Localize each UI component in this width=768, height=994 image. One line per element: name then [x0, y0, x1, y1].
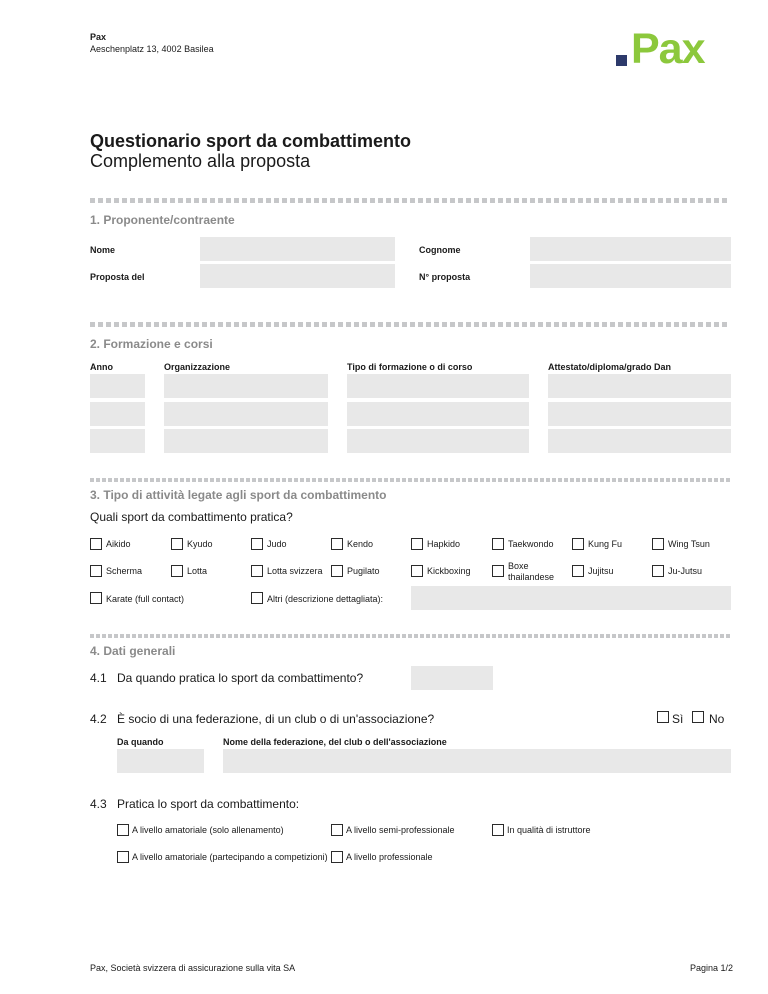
- attestato-field[interactable]: [548, 429, 731, 453]
- label-professionale: A livello professionale: [346, 852, 433, 862]
- checkbox-judo[interactable]: [251, 538, 263, 550]
- checkbox-boxe-thailandese[interactable]: [492, 565, 504, 577]
- q43-text: Pratica lo sport da combattimento:: [117, 797, 300, 811]
- col-anno: Anno: [90, 362, 113, 372]
- col-da-quando: Da quando: [117, 737, 164, 747]
- section1-title: 1. Proponente/contraente: [90, 213, 235, 227]
- da-quando-pratica-field[interactable]: [411, 666, 493, 690]
- page-subtitle: Complemento alla proposta: [90, 151, 311, 171]
- checkbox-si[interactable]: [657, 711, 669, 723]
- checkbox-jujitsu[interactable]: [572, 565, 584, 577]
- da-quando-socio-field[interactable]: [117, 749, 204, 773]
- section3-question: Quali sport da combattimento pratica?: [90, 510, 293, 524]
- section-divider: [90, 634, 730, 638]
- label-taekwondo: Taekwondo: [508, 539, 554, 549]
- anno-field[interactable]: [90, 374, 145, 398]
- label-amatoriale-allenamento: A livello amatoriale (solo allenamento): [132, 825, 284, 835]
- nome-label: Nome: [90, 245, 116, 255]
- q42-text: È socio di una federazione, di un club o di un'associazione?: [117, 712, 435, 726]
- company-name: Pax: [90, 32, 107, 42]
- section3-title: 3. Tipo di attività legate agli sport da combattimento: [90, 488, 387, 502]
- checkbox-karate[interactable]: [90, 592, 102, 604]
- checkbox-istruttore[interactable]: [492, 824, 504, 836]
- checkbox-amatoriale-allenamento[interactable]: [117, 824, 129, 836]
- label-si: Sì: [672, 712, 684, 726]
- anno-field[interactable]: [90, 402, 145, 426]
- altri-description-field[interactable]: [411, 586, 731, 610]
- checkbox-lotta-svizzera[interactable]: [251, 565, 263, 577]
- company-address: Aeschenplatz 13, 4002 Basilea: [90, 44, 214, 54]
- label-wing-tsun: Wing Tsun: [668, 539, 710, 549]
- attestato-field[interactable]: [548, 374, 731, 398]
- label-amatoriale-competizioni: A livello amatoriale (partecipando a competizioni): [132, 852, 328, 862]
- checkbox-kickboxing[interactable]: [411, 565, 423, 577]
- checkbox-no[interactable]: [692, 711, 704, 723]
- label-scherma: Scherma: [106, 566, 143, 576]
- checkbox-semi-professionale[interactable]: [331, 824, 343, 836]
- label-aikido: Aikido: [106, 539, 131, 549]
- checkbox-wing-tsun[interactable]: [652, 538, 664, 550]
- nome-federazione-field[interactable]: [223, 749, 731, 773]
- label-kung-fu: Kung Fu: [588, 539, 623, 549]
- col-nome-federazione: Nome della federazione, del club o dell'associazione: [223, 737, 447, 747]
- q43-number: 4.3: [90, 797, 107, 811]
- proposta-del-field[interactable]: [200, 264, 395, 288]
- label-pugilato: Pugilato: [347, 566, 380, 576]
- checkbox-kendo[interactable]: [331, 538, 343, 550]
- label-semi-professionale: A livello semi-professionale: [346, 825, 455, 835]
- page-title: Questionario sport da combattimento: [90, 131, 412, 151]
- label-istruttore: In qualità di istruttore: [507, 825, 591, 835]
- organizzazione-field[interactable]: [164, 374, 328, 398]
- label-no: No: [709, 712, 725, 726]
- label-judo: Judo: [267, 539, 287, 549]
- pax-logo: Pax: [631, 25, 705, 73]
- col-tipo-formazione: Tipo di formazione o di corso: [347, 362, 473, 372]
- checkbox-amatoriale-competizioni[interactable]: [117, 851, 129, 863]
- label-altri: Altri (descrizione dettagliata):: [267, 594, 384, 604]
- organizzazione-field[interactable]: [164, 402, 328, 426]
- checkbox-kung-fu[interactable]: [572, 538, 584, 550]
- cognome-field[interactable]: [530, 237, 731, 261]
- checkbox-pugilato[interactable]: [331, 565, 343, 577]
- checkbox-altri[interactable]: [251, 592, 263, 604]
- cognome-label: Cognome: [419, 245, 461, 255]
- section-divider: [90, 198, 730, 203]
- q41-text: Da quando pratica lo sport da combattimento?: [117, 671, 364, 685]
- section4-title: 4. Dati generali: [90, 644, 176, 658]
- section-divider: [90, 322, 730, 327]
- n-proposta-label: N° proposta: [419, 272, 471, 282]
- section2-title: 2. Formazione e corsi: [90, 337, 213, 351]
- anno-field[interactable]: [90, 429, 145, 453]
- proposta-del-label: Proposta del: [90, 272, 145, 282]
- label-lotta: Lotta: [187, 566, 208, 576]
- checkbox-lotta[interactable]: [171, 565, 183, 577]
- tipo-formazione-field[interactable]: [347, 402, 529, 426]
- nome-field[interactable]: [200, 237, 395, 261]
- section-divider: [90, 478, 730, 482]
- checkbox-professionale[interactable]: [331, 851, 343, 863]
- attestato-field[interactable]: [548, 402, 731, 426]
- checkbox-ju-jutsu[interactable]: [652, 565, 664, 577]
- checkbox-scherma[interactable]: [90, 565, 102, 577]
- checkbox-taekwondo[interactable]: [492, 538, 504, 550]
- checkbox-kyudo[interactable]: [171, 538, 183, 550]
- col-attestato: Attestato/diploma/grado Dan: [548, 362, 672, 372]
- footer-company: Pax, Società svizzera di assicurazione sulla vita SA: [90, 963, 296, 973]
- label-karate: Karate (full contact): [106, 594, 185, 604]
- label-kyudo: Kyudo: [187, 539, 213, 549]
- organizzazione-field[interactable]: [164, 429, 328, 453]
- q42-number: 4.2: [90, 712, 107, 726]
- col-organizzazione: Organizzazione: [164, 362, 231, 372]
- logo-square-icon: [616, 55, 627, 66]
- label-kickboxing: Kickboxing: [427, 566, 471, 576]
- label-hapkido: Hapkido: [427, 539, 461, 549]
- tipo-formazione-field[interactable]: [347, 374, 529, 398]
- q41-number: 4.1: [90, 671, 107, 685]
- label-lotta-svizzera: Lotta svizzera: [267, 566, 323, 576]
- tipo-formazione-field[interactable]: [347, 429, 529, 453]
- checkbox-hapkido[interactable]: [411, 538, 423, 550]
- n-proposta-field[interactable]: [530, 264, 731, 288]
- footer-page-number: Pagina 1/2: [690, 963, 734, 973]
- checkbox-aikido[interactable]: [90, 538, 102, 550]
- label-boxe-thailandese: Boxe thailandese: [508, 561, 555, 582]
- label-kendo: Kendo: [347, 539, 374, 549]
- label-jujitsu: Jujitsu: [588, 566, 614, 576]
- label-ju-jutsu: Ju-Jutsu: [668, 566, 703, 576]
